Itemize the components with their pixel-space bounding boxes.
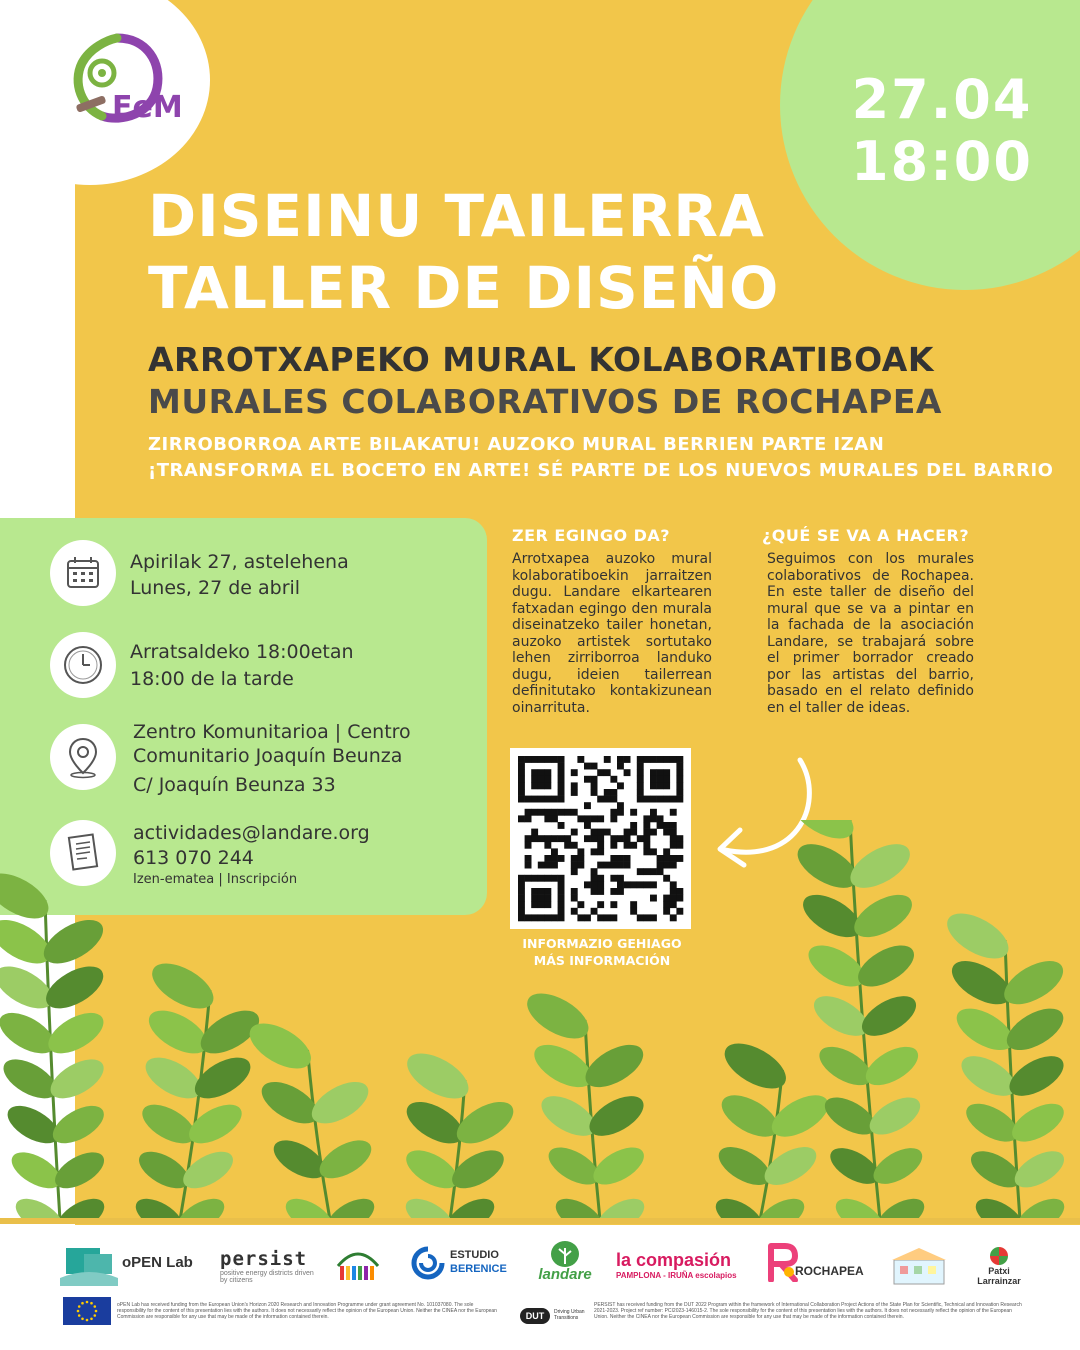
title-es: TALLER DE DISEÑO — [148, 254, 780, 322]
description-eu: Arrotxapea auzoko mural kolaboratiboekin jarraitzen dugu. Landare elkartearen fatxadan egingo den murala diseinatzeko tailer honetan, auzoko artistek sortutako lehen zirriborroa landuko dugu, ideien tailerrean definitutako kontakizunean oinarrituta. — [512, 551, 712, 716]
place-line2: Comunitario Joaquín Beunza — [133, 745, 403, 767]
rochapea-logo: ROCHAPEA — [765, 1242, 865, 1284]
school-drawing-logo — [890, 1246, 948, 1286]
clock-icon — [50, 632, 116, 698]
event-time: 18:00 — [851, 130, 1033, 193]
place-line1: Zentro Komunitarioa | Centro — [133, 721, 411, 743]
calendar-icon — [50, 540, 116, 606]
patxi-larrainzar-logo: Patxi Larrainzar — [972, 1246, 1026, 1290]
la-compasion-logo: la compasión PAMPLONA - IRUÑA escolapios — [616, 1250, 737, 1280]
address: C/ Joaquín Beunza 33 — [133, 774, 336, 796]
tagline-eu: ZIRROBORROA ARTE BILAKATU! AUZOKO MURAL BERRIEN PARTE IZAN — [148, 434, 885, 455]
contact-phone[interactable]: 613 070 244 — [133, 847, 254, 869]
subtitle-eu: ARROTXAPEKO MURAL KOLABORATIBOAK — [148, 340, 934, 379]
time-es: 18:00 de la tarde — [130, 668, 294, 690]
tagline-es: ¡TRANSFORMA EL BOCETO EN ARTE! SÉ PARTE DE LOS NUEVOS MURALES DEL BARRIO — [148, 460, 1054, 481]
title-eu: DISEINU TAILERRA — [148, 182, 765, 250]
dut-logo: DUT Driving Urban Transitions — [520, 1308, 590, 1326]
estudio-berenice-logo: ESTUDIO BERENICE — [410, 1245, 520, 1285]
eu-flag-icon — [63, 1297, 111, 1325]
leaves-illustration — [0, 820, 1080, 1220]
persist-logo: persist positive energy districts driven by citizens — [220, 1248, 314, 1284]
qr-caption-es: MÁS INFORMACIÓN — [533, 953, 671, 968]
time-eu: Arratsaldeko 18:00etan — [130, 641, 354, 663]
eem-logo — [62, 28, 183, 133]
eu-funding-disclaimer: oPEN Lab has received funding from the European Union's Horizon 2020 Research and Innovation Programme under grant agreement No. 101037080. The sole responsibility for the content of this presentation lies with the authors. It does not necessarily reflect the opinion of the European Union. Neither the CINEA nor the European Commission are responsible for any use that may be made of the information contained therein. — [117, 1302, 497, 1320]
persist-funding-disclaimer: PERSIST has received funding from the DUT 2022 Program within the framework of International Collaboration Project Actions of the State Plan for Scientific, Technical and Innovation Research 2021-2023. Project ref number: PCI2023-146015-2. The sole responsibility for the content of this presentation lies with the authors. It does not necessarily reflect the opinion of the European Union. Neither the CINEA nor the European Commission are responsible for any use that may be made of the information contained therein. — [594, 1302, 1022, 1320]
la-rotxa-logo — [332, 1240, 384, 1288]
event-date: 27.04 — [851, 68, 1033, 131]
location-pin-icon — [50, 724, 116, 790]
qr-caption-eu: INFORMAZIO GEHIAGO — [522, 936, 682, 951]
heading-eu: ZER EGINGO DA? — [512, 526, 671, 545]
subtitle-es: MURALES COLABORATIVOS DE ROCHAPEA — [148, 382, 942, 421]
divider-line — [0, 1218, 1080, 1224]
logo-text: EeM — [112, 90, 183, 125]
date-eu: Apirilak 27, astelehena — [130, 551, 349, 573]
signup-label: Izen-ematea | Inscripción — [133, 872, 298, 887]
contact-email[interactable]: actividades@landare.org — [133, 822, 370, 844]
landare-logo: landare — [528, 1240, 602, 1286]
heading-es: ¿QUÉ SE VA A HACER? — [762, 526, 970, 545]
description-es: Seguimos con los murales colaborativos de Rochapea. En este taller de diseño del mural que se va a pintar en la fachada de la asociación Landare, se trabajará sobre el primer borrador creado por las artistas del barrio, basado en el relato definido en el taller de ideas. — [767, 551, 974, 716]
date-es: Lunes, 27 de abril — [130, 577, 301, 599]
open-lab-logo: oPEN Lab — [60, 1244, 220, 1286]
